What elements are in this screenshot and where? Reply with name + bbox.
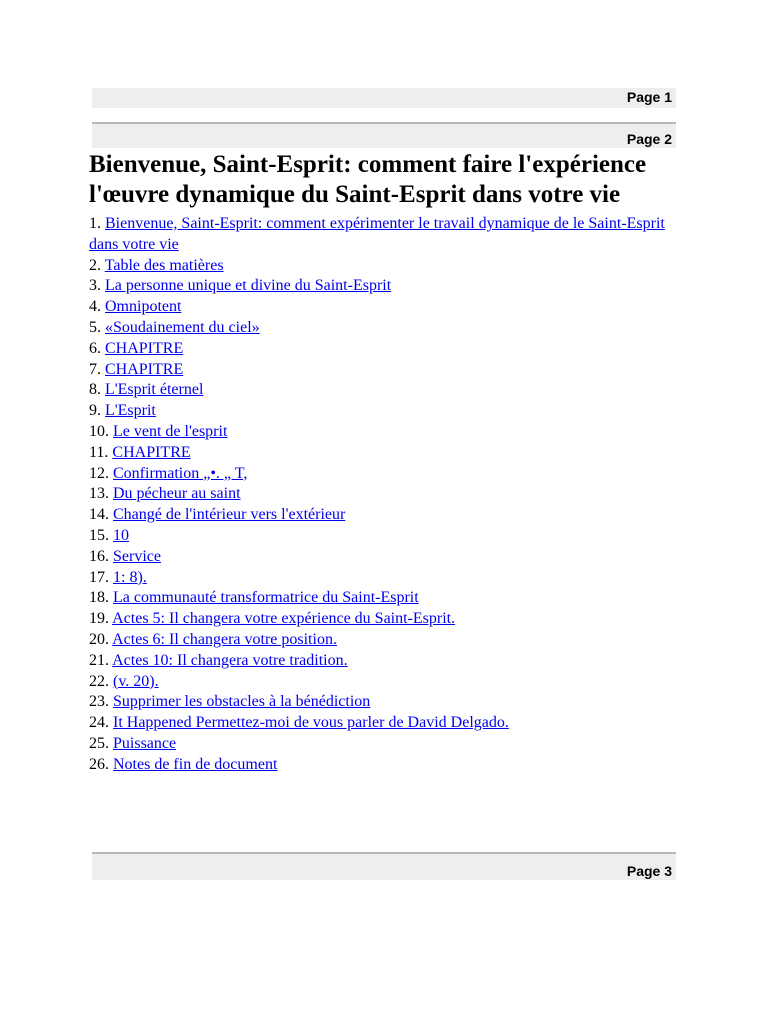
page-label: Page 1: [626, 89, 672, 105]
toc-entry-number: 19.: [89, 610, 109, 628]
toc-entry-number: 21.: [89, 651, 109, 669]
toc-entry: [89, 464, 679, 485]
toc-link[interactable]: (v. 20).: [113, 672, 159, 690]
title-line-2: l'œuvre dynamique du Saint-Esprit dans votre vie: [89, 181, 621, 208]
document-title: [89, 150, 679, 210]
toc-link[interactable]: Puissance: [113, 734, 177, 752]
toc-entry: [89, 297, 679, 318]
toc-entry: [89, 609, 679, 630]
toc-entry-number: 24.: [89, 714, 109, 732]
toc-entry-number: 14.: [89, 506, 109, 524]
toc-entry: [89, 339, 679, 360]
toc-entry-number: 2.: [89, 256, 101, 274]
table-of-contents: [89, 214, 679, 776]
toc-entry: [89, 588, 679, 609]
toc-link[interactable]: «Soudainement du ciel»: [105, 318, 260, 336]
toc-entry: [89, 360, 679, 381]
toc-entry-number: 15.: [89, 526, 109, 544]
toc-link[interactable]: Omnipotent: [105, 298, 182, 316]
toc-link[interactable]: Confirmation „•. „ T,: [113, 464, 248, 482]
toc-entry-number: 7.: [89, 360, 101, 378]
toc-entry: [89, 672, 679, 693]
toc-entry-number: 17.: [89, 568, 109, 586]
toc-link[interactable]: Actes 10: Il changera votre tradition.: [112, 651, 348, 669]
toc-entry-number: 10.: [89, 422, 109, 440]
toc-entry-number: 6.: [89, 339, 101, 357]
page-marker-1: [92, 88, 676, 108]
toc-link[interactable]: Table des matières: [104, 256, 224, 274]
toc-entry-number: 26.: [89, 755, 109, 773]
toc-entry: [89, 443, 679, 464]
toc-link[interactable]: Notes de fin de document: [113, 755, 278, 773]
toc-entry-number: 9.: [89, 402, 101, 420]
toc-entry-number: 5.: [89, 318, 101, 336]
page-label: Page 3: [626, 863, 672, 879]
toc-entry-number: 1.: [89, 215, 101, 232]
toc-entry: [89, 526, 679, 547]
toc-link[interactable]: CHAPITRE: [105, 339, 184, 357]
toc-link[interactable]: Du pécheur au saint: [113, 485, 241, 503]
toc-link[interactable]: Changé de l'intérieur vers l'extérieur: [113, 506, 346, 524]
toc-entry: [89, 276, 679, 297]
toc-entry-number: 3.: [89, 277, 101, 295]
toc-entry-number: 11.: [89, 443, 109, 461]
toc-entry-number: 13.: [89, 485, 109, 503]
toc-link[interactable]: Supprimer les obstacles à la bénédiction: [113, 693, 371, 711]
toc-link[interactable]: Actes 5: Il changera votre expérience du Saint-Esprit.: [112, 610, 456, 628]
toc-entry-number: 20.: [89, 630, 109, 648]
toc-entry: [89, 401, 679, 422]
document-content: [89, 150, 679, 776]
toc-entry-number: 18.: [89, 589, 109, 607]
toc-entry-number: 16.: [89, 547, 109, 565]
toc-link[interactable]: Le vent de l'esprit: [113, 422, 228, 440]
page-marker-3: [92, 852, 676, 880]
page-label: Page 2: [626, 131, 672, 147]
toc-link[interactable]: Bienvenue, Saint-Esprit: comment expérimenter le travail dynamique de le Saint-Esprit dans votre vie: [89, 215, 665, 253]
toc-entry: [89, 734, 679, 755]
toc-entry-number: 25.: [89, 734, 109, 752]
page-marker-2: [92, 122, 676, 148]
toc-entry: [89, 713, 679, 734]
toc-entry: [89, 505, 679, 526]
toc-link[interactable]: Actes 6: Il changera votre position.: [112, 630, 337, 648]
toc-link[interactable]: Service: [113, 547, 161, 565]
toc-link[interactable]: 10: [113, 526, 129, 544]
toc-link[interactable]: La communauté transformatrice du Saint-Esprit: [113, 589, 419, 607]
toc-entry: [89, 547, 679, 568]
toc-link[interactable]: It Happened Permettez-moi de vous parler de David Delgado.: [113, 714, 509, 732]
toc-entry-number: 12.: [89, 464, 109, 482]
toc-link[interactable]: La personne unique et divine du Saint-Esprit: [105, 277, 392, 295]
toc-entry: [89, 256, 679, 277]
toc-link[interactable]: L'Esprit éternel: [105, 381, 204, 399]
toc-entry: [89, 755, 679, 776]
toc-entry: [89, 630, 679, 651]
toc-link[interactable]: CHAPITRE: [105, 360, 184, 378]
toc-entry: [89, 692, 679, 713]
toc-entry: [89, 318, 679, 339]
toc-entry-number: 8.: [89, 381, 101, 399]
toc-entry: [89, 214, 679, 256]
toc-entry: [89, 651, 679, 672]
toc-link[interactable]: 1: 8).: [113, 568, 147, 586]
toc-link[interactable]: L'Esprit: [105, 402, 156, 420]
toc-entry: [89, 380, 679, 401]
toc-entry: [89, 484, 679, 505]
toc-entry: [89, 422, 679, 443]
toc-entry: [89, 568, 679, 589]
toc-link[interactable]: CHAPITRE: [112, 443, 191, 461]
toc-entry-number: 22.: [89, 672, 109, 690]
toc-entry-number: 23.: [89, 693, 109, 711]
toc-entry-number: 4.: [89, 298, 101, 316]
title-line-1: Bienvenue, Saint-Esprit: comment faire l'expérience: [89, 151, 647, 178]
